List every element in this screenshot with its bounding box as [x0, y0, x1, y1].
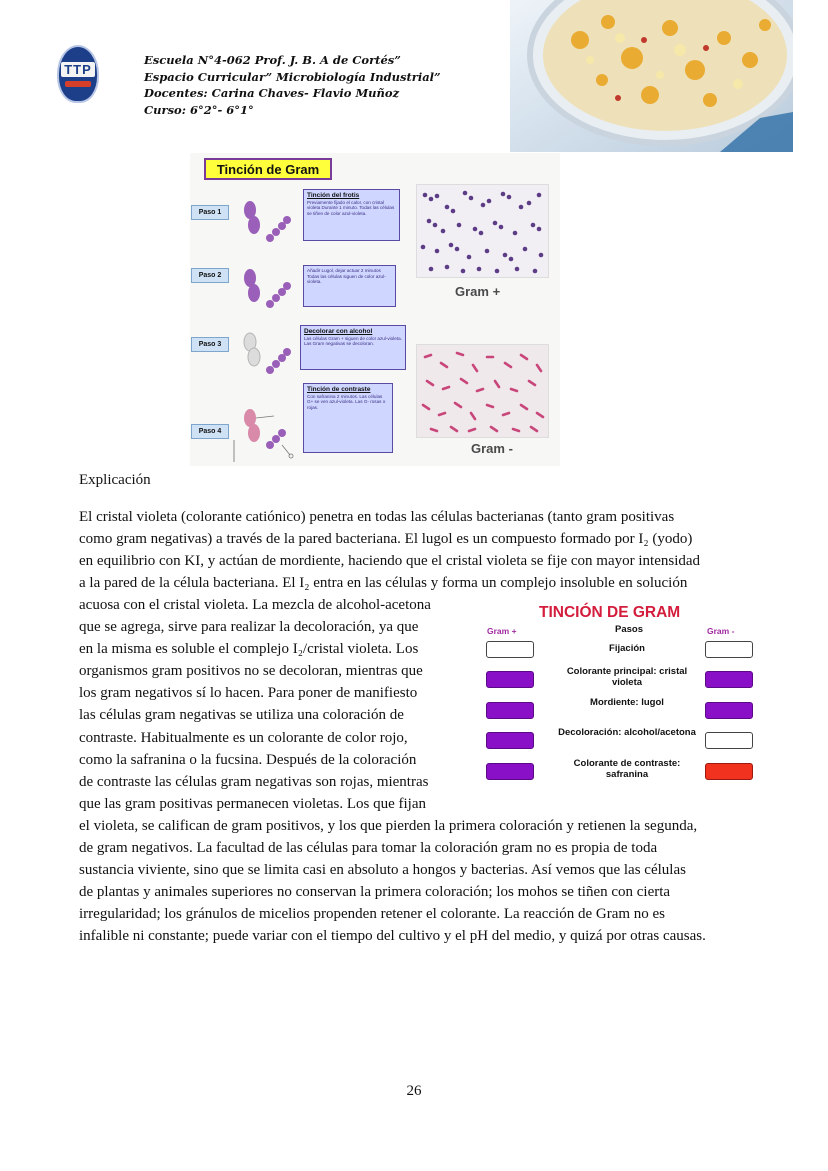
body-line: el violeta, se califican de gram positivos, y los que pierden la primera coloración y retienen la segunda, [79, 818, 698, 834]
table-step-label: Colorante principal: cristal violeta [566, 666, 688, 688]
paragraph-narrow [79, 594, 467, 815]
table-step-label: Colorante de contraste: safranina [573, 758, 681, 780]
paragraph-full-width [79, 506, 769, 594]
gram-positive-micrograph [416, 184, 549, 278]
gram-negative-swatch [705, 702, 753, 719]
section-title: Explicación [79, 472, 151, 488]
body-line: acuosa con el cristal violeta. La mezcla de alcohol-acetona [79, 597, 431, 613]
col-gram-negative: Gram - [707, 626, 735, 636]
gram-negative-swatch [705, 671, 753, 688]
gram-negative-micrograph [416, 344, 549, 438]
step-3-text: Las células Gram + siguen de color azul-violeta. Las Gram negativas se decoloran. [304, 335, 402, 347]
body-line: como la safranina o la fucsina. Después de la coloración [79, 751, 417, 768]
body-line: irregularidad; los gránulos de micelios propenden retener el colorante. La reacción de Gram no es [79, 906, 666, 923]
paso-1-label: Paso 1 [191, 205, 229, 220]
step1-cells [244, 201, 291, 242]
step-1-box [303, 189, 400, 241]
body-line: de contraste las células gram negativas son rojas, mientras [79, 773, 429, 790]
col-steps: Pasos [615, 624, 643, 635]
step-2-box [303, 265, 396, 307]
table-step-label: Mordiente: lugol [590, 697, 664, 708]
col-gram-positive: Gram + [487, 626, 517, 636]
step-4-text: Con safranina 2 minutos. Las células G+ se ven azul-violeta. Las G- rosas o rojas. [307, 393, 386, 410]
step-4-box [303, 383, 393, 453]
gram-stain-table [481, 604, 772, 791]
step-1-text: Previamente fijado el calor, con cristal violeta Durante 1 minuto. Todas las células se tiñen de color azul-violeta. [307, 199, 395, 216]
header-text [144, 52, 441, 118]
gram-positive-swatch [486, 763, 534, 780]
paso-2-label: Paso 2 [191, 268, 229, 283]
paso-4-label: Paso 4 [191, 424, 229, 439]
body-line: en la misma es soluble el complejo I₂/cristal violeta. Los [79, 641, 419, 658]
table-step-label: Fijación [609, 643, 645, 654]
table-step-label: Decoloración: alcohol/acetona [558, 727, 696, 738]
gram-positive-swatch [486, 671, 534, 688]
step-1-title: Tinción del frotis [307, 192, 360, 199]
body-line: El cristal violeta (colorante catiónico) penetra en todas las células bacterianas (tanto gram positivas [79, 509, 675, 525]
body-line: los gram negativos sí lo hacen. Para poner de manifiesto [79, 685, 418, 702]
page-number: 26 [406, 1083, 422, 1099]
school-name: Escuela N°4-062 Prof. J. B. A de Cortés” [144, 53, 401, 67]
step-4-title: Tinción de contraste [307, 386, 371, 393]
gram-positive-cells-image [417, 185, 548, 277]
body-line: contraste. Habitualmente es un colorante de color rojo, [79, 729, 408, 746]
body-line: de gram negativos. La facultad de las células para tomar la coloración gram no es propia de toda [79, 840, 658, 857]
paso-3-label: Paso 3 [191, 337, 229, 352]
gram-negative-swatch [705, 763, 753, 780]
teachers-name: Docentes: Carina Chaves- Flavio Muñoz [144, 86, 400, 100]
logo-text: TTP [61, 62, 95, 77]
figure-title: Tinción de Gram [204, 158, 332, 180]
body-line: las células gram negativas se utiliza una coloración de [79, 707, 404, 724]
cell-illustrations [232, 190, 302, 465]
petri-dish-image [510, 0, 793, 152]
body-line: que las gram positivas permanecen violetas. Los que fijan [79, 795, 426, 812]
gram-positive-label: Gram + [455, 284, 501, 299]
body-line: organismos gram positivos no se decoloran, mientras que [79, 663, 423, 680]
body-line: a la pared de la célula bacteriana. El I₂ entra en las células y forma un complejo insoluble en solución [79, 575, 688, 592]
body-line: sustancia viviente, sino que se limita casi en absoluto a hongos y bacterias. Así vemos que las células [79, 862, 686, 879]
body-line: que se agrega, sirve para realizar la decoloración, ya que [79, 619, 419, 636]
gram-negative-swatch [705, 641, 753, 658]
step4-cells [244, 409, 293, 458]
gram-positive-swatch [486, 641, 534, 658]
step-3-box [300, 325, 406, 370]
body-line: de plantas y animales superiores no conservan la primera coloración; los mohos se tiñen con cierta [79, 884, 671, 901]
gram-negative-swatch [705, 732, 753, 749]
step-3-title: Decolorar con alcohol [304, 328, 373, 335]
body-line: en equilibrio con KI, y actúan de mordiente, haciendo que el cristal violeta se fije con mayor intensidad [79, 553, 701, 570]
body-line: infalible ni constante; puede variar con el tiempo del cultivo y el pH del medio, y quizá por otras causas. [79, 928, 706, 945]
step2-cells [244, 269, 291, 308]
subject-name: Espacio Curricular” Microbiología Industrial” [144, 69, 441, 84]
course-name: Curso: 6°2°- 6°1° [144, 102, 254, 117]
step-2-text: Añadir Lugol, dejar actuar 2 minutos Todas las células siguen de color azul-violeta. [307, 268, 386, 285]
logo-stripe [65, 81, 91, 87]
school-logo [57, 45, 99, 103]
step3-cells [244, 333, 291, 374]
gram-positive-swatch [486, 732, 534, 749]
petri-dish-photo [510, 0, 793, 152]
gram-positive-swatch [486, 702, 534, 719]
gram-negative-label: Gram - [471, 441, 513, 456]
paragraph-end [79, 815, 769, 948]
body-line: como gram negativas) a través de la pared bacteriana. El lugol es un compuesto formado por I₂ (yodo) [79, 531, 693, 548]
table-title: TINCIÓN DE GRAM [539, 604, 681, 621]
gram-negative-cells-image [417, 345, 548, 437]
